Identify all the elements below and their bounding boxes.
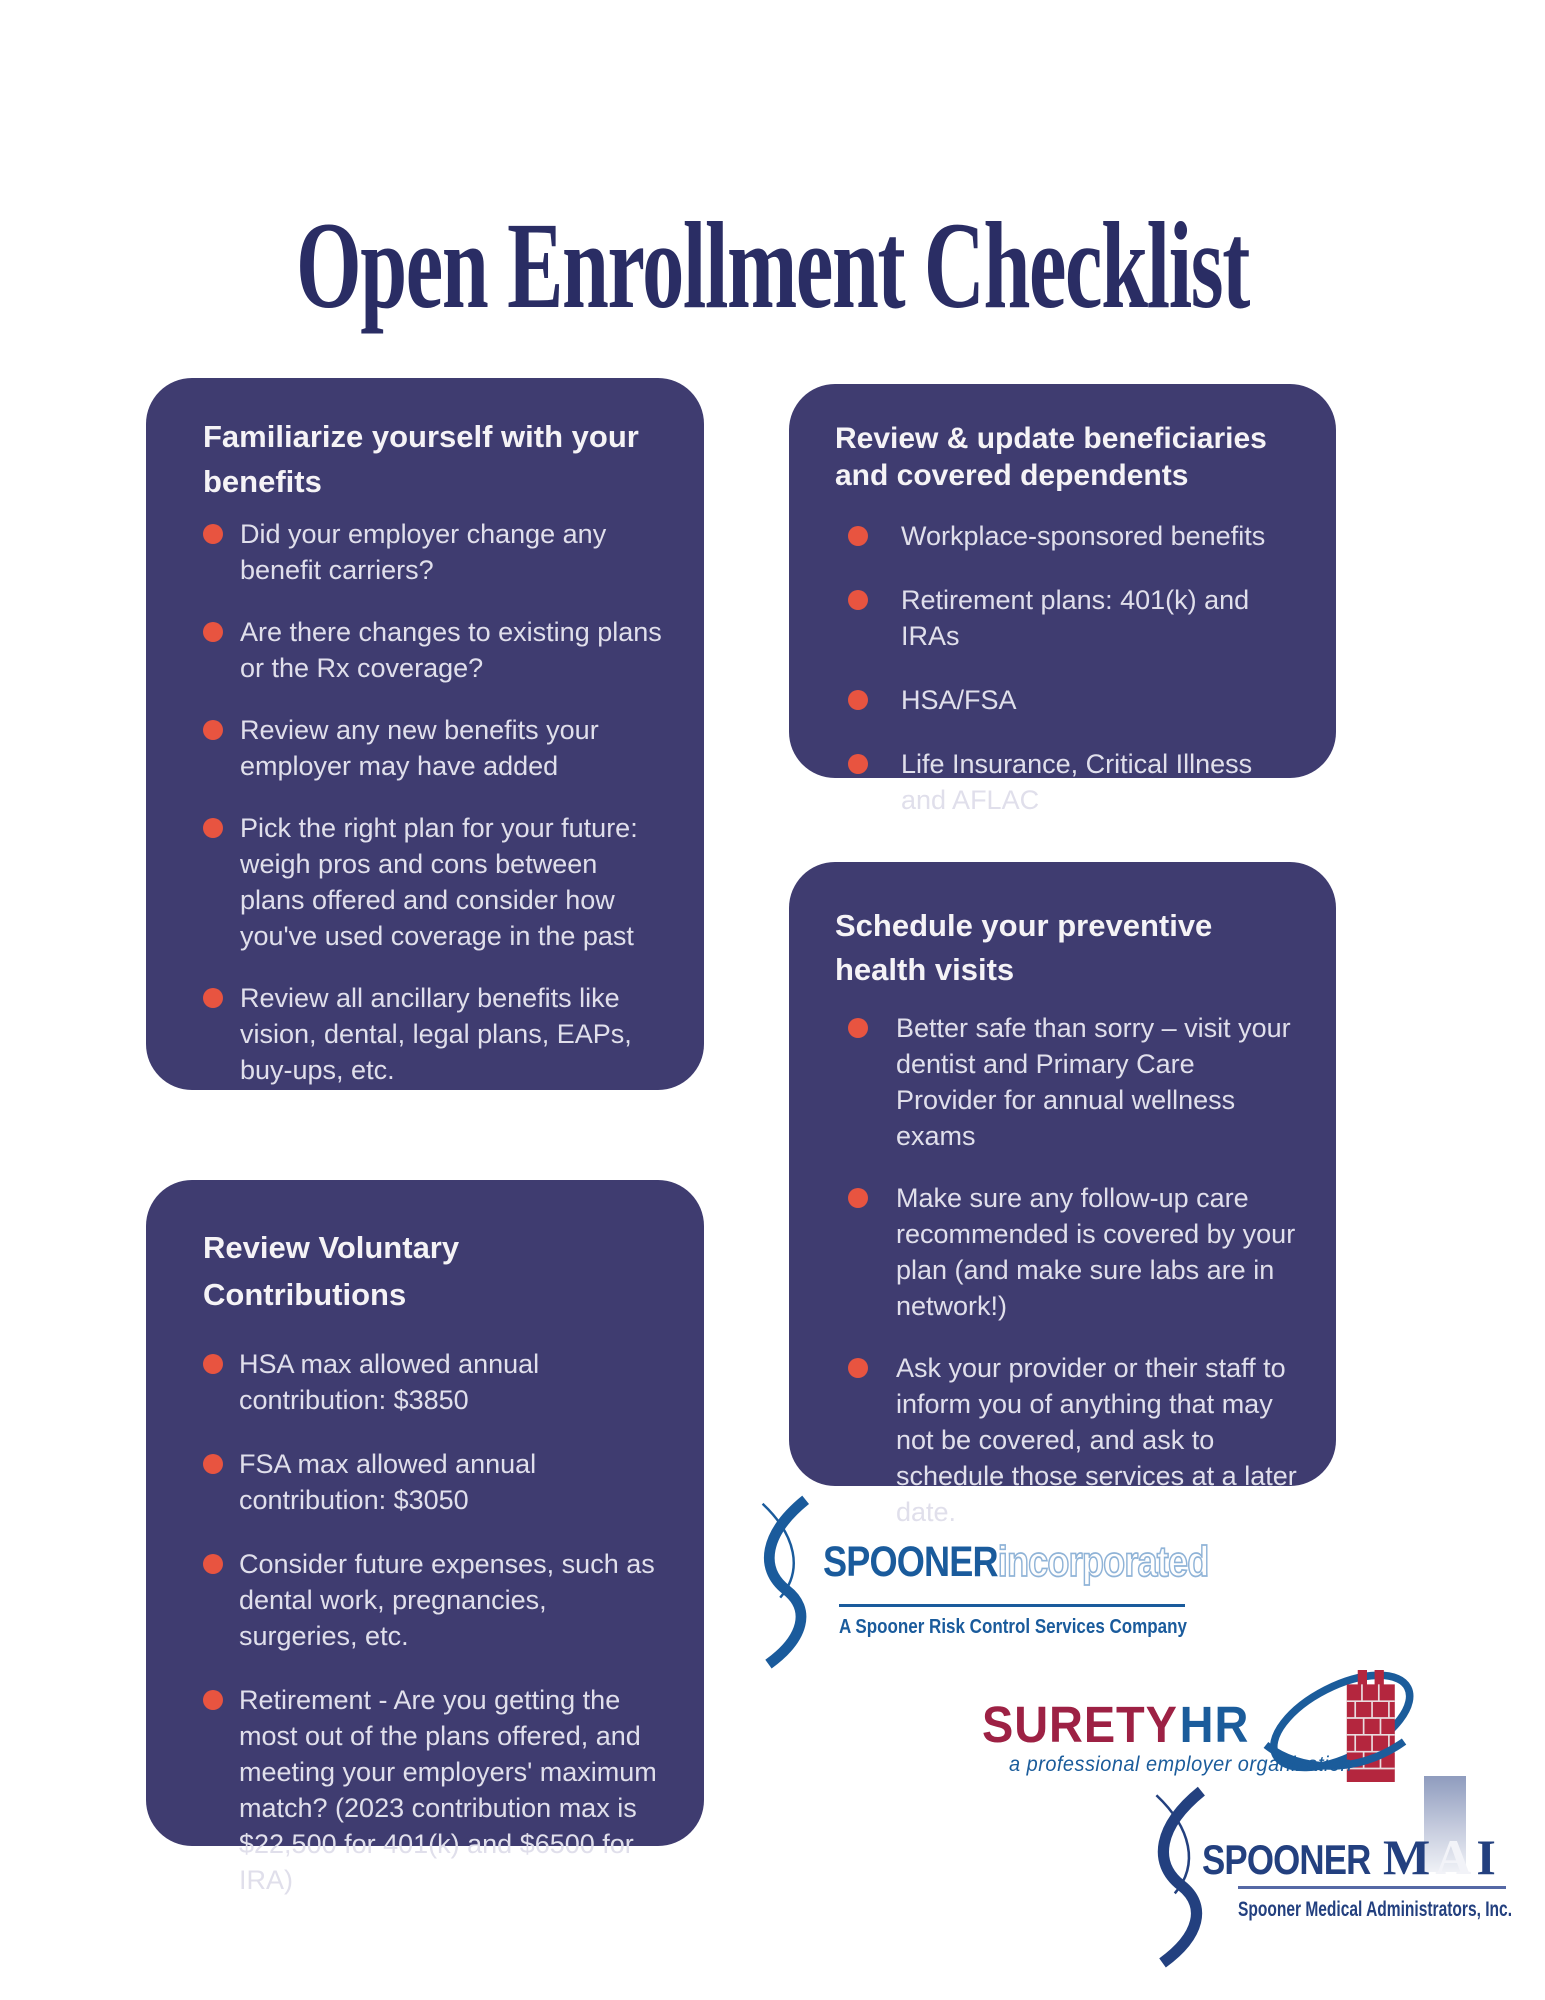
checklist-item — [203, 810, 666, 954]
spooner-swoosh-icon — [745, 1492, 833, 1670]
checklist-item — [203, 1446, 666, 1518]
item-text: Are there changes to existing plans or the Rx coverage? — [240, 617, 662, 683]
suretyhr-tagline: a professional employer organization — [1008, 1753, 1352, 1776]
logo-rule — [1238, 1886, 1506, 1889]
checklist-item — [203, 712, 666, 784]
bullet-icon — [848, 1018, 868, 1038]
mai-wordmark — [1202, 1828, 1501, 1886]
item-text: Consider future expenses, such as dental work, pregnancies, surgeries, etc. — [239, 1549, 655, 1651]
card-familiarize-benefits — [146, 378, 704, 1090]
card-heading: Review & update beneficiaries and covered dependents — [835, 422, 1267, 492]
item-text: Pick the right plan for your future: weigh pros and cons between plans offered and consider how you've used coverage in the past — [240, 813, 638, 951]
bullet-icon — [203, 1690, 223, 1710]
spooner-wordmark — [823, 1538, 1208, 1587]
bullet-icon — [203, 818, 223, 838]
card-heading: Review Voluntary Contributions — [203, 1230, 460, 1312]
bullet-icon — [848, 1188, 868, 1208]
checklist — [835, 518, 1302, 818]
logo-rule — [839, 1604, 1185, 1607]
hr-wordmark-text: HR — [1179, 1696, 1250, 1753]
checklist — [203, 1346, 666, 1898]
card-beneficiaries-dependents — [789, 384, 1336, 815]
surety-wordmark-text: SURETY — [982, 1696, 1178, 1753]
page-title: Open Enrollment Checklist — [296, 197, 1249, 335]
checklist-item — [203, 1682, 666, 1898]
item-text: Make sure any follow-up care recommended is covered by your plan (and make sure labs are in network!) — [896, 1183, 1296, 1321]
item-text: Retirement - Are you getting the most out of the plans offered, and meeting your employers' maximum match? (2023 contribution max is $22,500 for 401(k) and $6500 for IRA) — [239, 1685, 657, 1895]
bullet-icon — [848, 754, 868, 774]
spooner-mai-logo — [1090, 1788, 1540, 1988]
spooner-inc-tagline: A Spooner Risk Control Services Company — [839, 1616, 1187, 1638]
checklist-item — [203, 980, 666, 1088]
card-voluntary-contributions — [146, 1180, 704, 1895]
bullet-icon — [203, 1454, 223, 1474]
bullet-icon — [848, 690, 868, 710]
bullet-icon — [203, 1354, 223, 1374]
checklist-item — [203, 1546, 666, 1654]
item-text: FSA max allowed annual contribution: $3050 — [239, 1449, 537, 1515]
mai-letter-i: I — [1476, 1829, 1501, 1885]
spooner-wordmark-solid: SPOONER — [823, 1538, 998, 1586]
checklist-item — [835, 682, 1302, 718]
item-text: Review all ancillary benefits like vision, dental, legal plans, EAPs, buy-ups, etc. — [240, 983, 632, 1085]
checklist — [835, 1010, 1302, 1530]
mai-wordmark-solid: SPOONER — [1202, 1836, 1371, 1883]
checklist — [203, 516, 666, 1088]
bullet-icon — [203, 988, 223, 1008]
checklist-item — [835, 582, 1302, 654]
item-text: HSA max allowed annual contribution: $3850 — [239, 1349, 540, 1415]
checklist-item — [835, 518, 1302, 554]
item-text: Retirement plans: 401(k) and IRAs — [901, 585, 1250, 651]
card-heading: Familiarize yourself with your benefits — [203, 419, 639, 499]
item-text: Workplace-sponsored benefits — [901, 521, 1266, 551]
bullet-icon — [203, 524, 223, 544]
mai-wordmark-serif — [1383, 1828, 1501, 1886]
mai-letter-m: M — [1383, 1829, 1436, 1885]
item-text: Did your employer change any benefit carriers? — [240, 519, 607, 585]
bullet-icon — [848, 526, 868, 546]
checklist-item — [835, 1180, 1302, 1324]
spooner-mai-tagline: Spooner Medical Administrators, Inc. — [1238, 1898, 1513, 1921]
bullet-icon — [848, 590, 868, 610]
spooner-wordmark-outline: incorporated — [997, 1538, 1209, 1586]
bullet-icon — [203, 1554, 223, 1574]
item-text: HSA/FSA — [901, 685, 1017, 715]
mai-letter-a: A — [1435, 1829, 1477, 1885]
bullet-icon — [203, 720, 223, 740]
item-text: Review any new benefits your employer may have added — [240, 715, 599, 781]
checklist-item — [203, 516, 666, 588]
card-heading: Schedule your preventive health visits — [835, 908, 1213, 987]
spooner-incorporated-logo — [745, 1492, 1215, 1672]
item-text: Life Insurance, Critical Illness and AFLAC — [901, 749, 1253, 815]
item-text: Better safe than sorry – visit your dentist and Primary Care Provider for annual wellness exams — [896, 1013, 1291, 1151]
checklist-item — [203, 614, 666, 686]
checklist-item — [835, 1010, 1302, 1154]
bullet-icon — [203, 622, 223, 642]
checklist-item — [835, 746, 1302, 818]
checklist-item — [203, 1346, 666, 1418]
suretyhr-wordmark — [982, 1695, 1249, 1754]
item-text: Ask your provider or their staff to inform you of anything that may not be covered, and ask to schedule those services at a later date. — [896, 1353, 1297, 1527]
card-preventive-health — [789, 862, 1336, 1527]
bullet-icon — [848, 1358, 868, 1378]
